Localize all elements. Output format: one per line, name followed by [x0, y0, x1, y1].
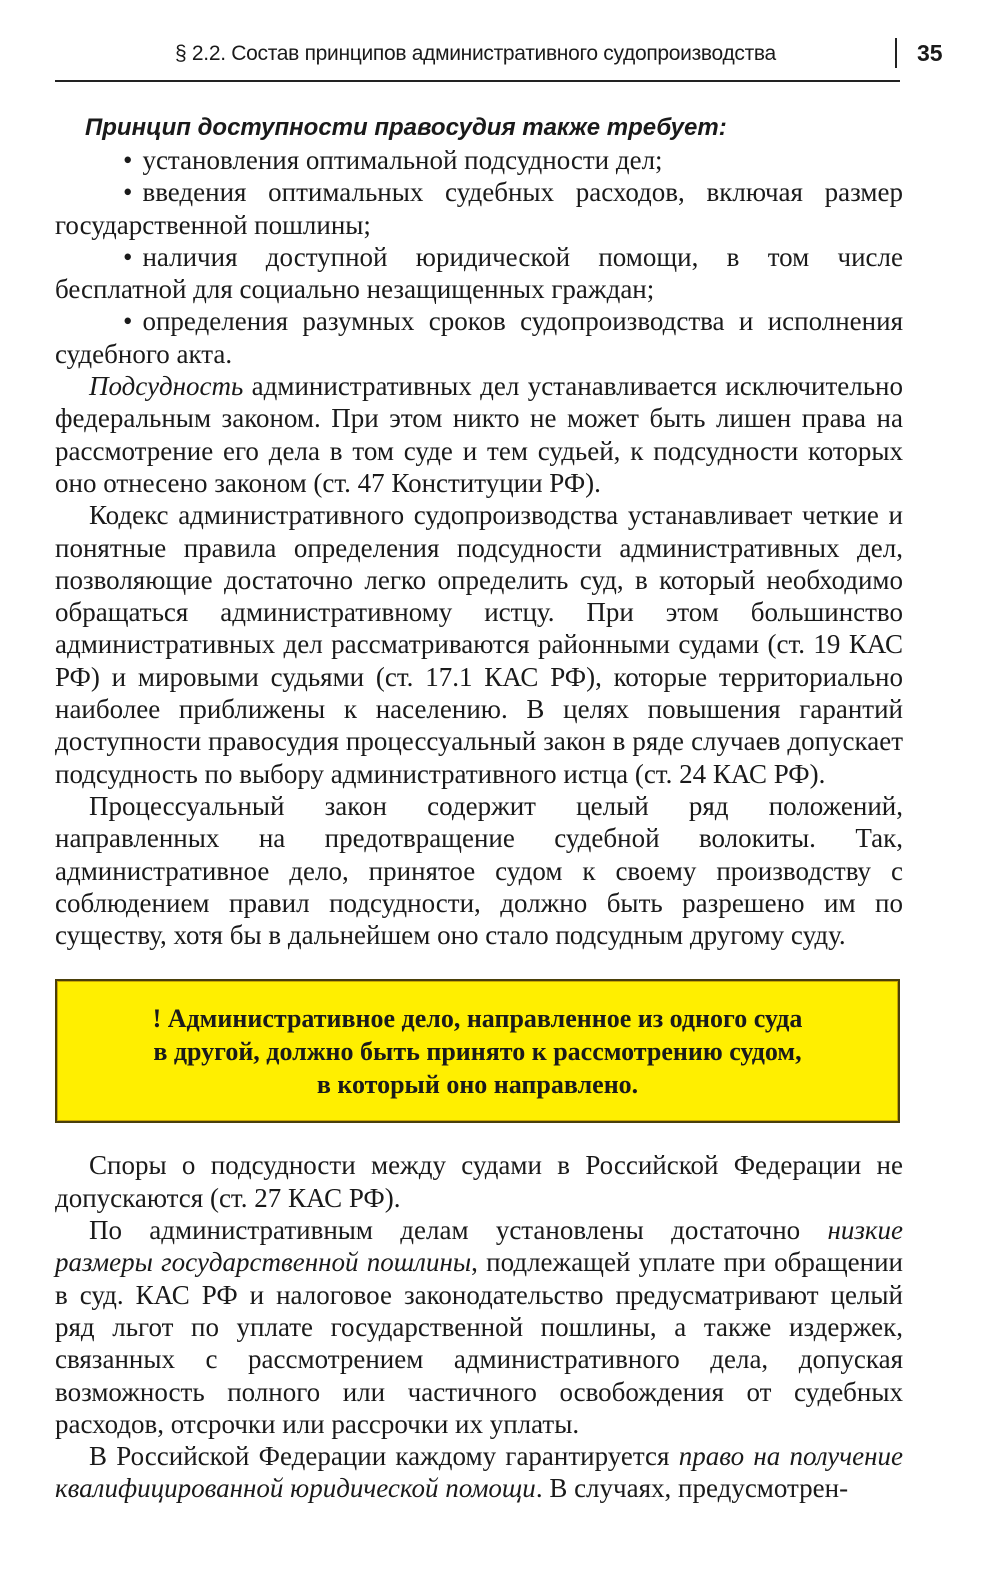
emphasis-italic: право на получение квалифицированной юридической помощи — [55, 1441, 903, 1504]
header-separator — [895, 38, 897, 68]
subheading: Принцип доступности правосудия также требует: — [85, 114, 727, 141]
bullet-item — [55, 144, 903, 176]
bullet-marker: • — [123, 177, 133, 208]
paragraph: Кодекс административного судопроизводства устанавливает четкие и понятные правила определения подсудности административных дел, позволяющие достаточно легко определить суд, в который необходимо обращаться административному истцу. При этом большинство административных дел рассматриваются районными судами (ст. 19 КАС РФ) и мировыми судьями (ст. 17.1 КАС РФ), которые территориально наиболее приближены к населению. В целях повышения гарантий доступности правосудия процессуальный закон в ряде случаев допускает подсудность по выбору административного истца (ст. 24 КАС РФ). — [55, 500, 903, 789]
bullet-item — [55, 305, 903, 370]
page-body — [55, 112, 903, 1505]
bullet-marker: • — [123, 145, 133, 175]
bullet-text: определения разумных сроков судопроизводства и исполнения судебного акта. — [55, 306, 903, 369]
bullet-text: установления оптимальной подсудности дел; — [142, 145, 663, 175]
paragraph — [55, 1440, 903, 1505]
bullet-item — [55, 241, 903, 306]
paragraph-text: , подлежащей уплате при обращении в суд. КАС РФ и налоговое законодательство предусматривают целый ряд льгот по уплате государственной пошлины, а также издержек, связанных с рассмотрением административного дела, допуская возможность полного или частичного освобождения от судебных расходов, отсрочки или рассрочки их уплаты. — [55, 1247, 903, 1439]
note-line: в который оно направлено. — [316, 1069, 639, 1099]
bullet-text: введения оптимальных судебных расходов, включая размер государственной пошлины; — [55, 177, 903, 240]
paragraph-text: По административным делам установлены достаточно — [89, 1215, 828, 1246]
section-title: § 2.2. Состав принципов административного судопроизводства — [175, 42, 776, 65]
paragraph: Процессуальный закон содержит целый ряд положений, направленных на предотвращение судебной волокиты. Так, административное дело, принятое судом к своему производству с соблюдением правил подсудности, должно быть разрешено им по существу, хотя бы в дальнейшем оно стало подсудным другому суду. — [55, 790, 903, 951]
bullet-text: наличия доступной юридической помощи, в том числе бесплатной для социально незащищенных граждан; — [55, 241, 903, 305]
term-italic: Подсудность — [89, 371, 244, 402]
note-line: в другой, должно быть принято к рассмотрению судом, — [153, 1036, 802, 1066]
highlight-note-box — [55, 979, 900, 1123]
paragraph-text: В Российской Федерации каждому гарантируется — [89, 1441, 679, 1472]
paragraph — [55, 370, 903, 499]
running-header — [55, 30, 943, 82]
paragraph — [55, 1214, 903, 1440]
bullet-marker: • — [123, 241, 133, 272]
paragraph-text: административных дел устанавливается исключительно федеральным законом. При этом никто не может быть лишен права на рассмотрение его дела в том суде и тем судьей, к подсудности которых оно отнесено законом (ст. 47 Конституции РФ). — [55, 371, 903, 498]
emphasis-italic: низкие размеры государственной пошлины — [55, 1215, 903, 1278]
page-number: 35 — [917, 40, 943, 66]
bullet-item — [55, 176, 903, 241]
paragraph-text: . В случаях, предусмотрен- — [535, 1473, 849, 1504]
bullet-marker: • — [123, 306, 133, 337]
note-line: ! Административное дело, направленное из одного суда — [152, 1003, 803, 1033]
paragraph: Споры о подсудности между судами в Российской Федерации не допускаются (ст. 27 КАС РФ). — [55, 1150, 903, 1213]
